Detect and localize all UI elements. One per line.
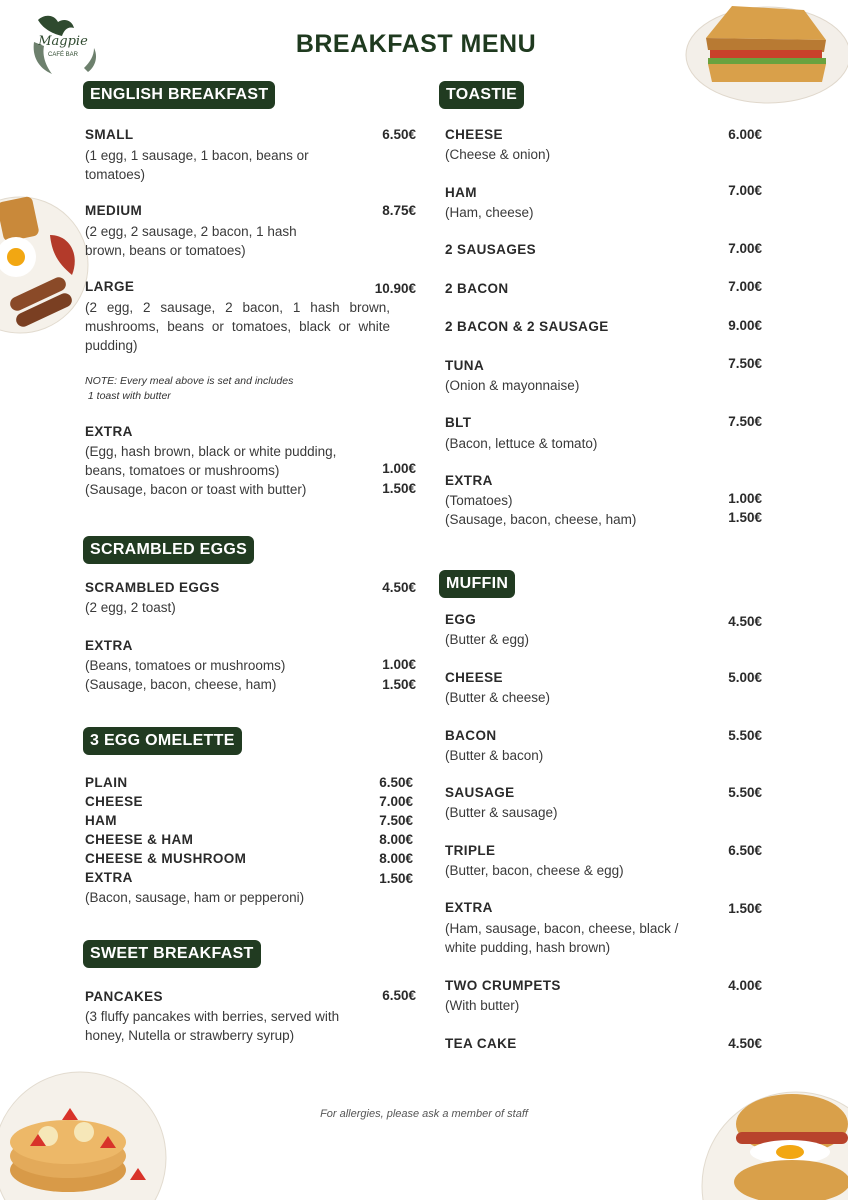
toastie-price-ham: 7.00€ [728, 183, 762, 198]
logo-name: Magpie [38, 34, 88, 49]
section-header-scrambled-eggs: SCRAMBLED EGGS [83, 536, 254, 564]
toastie-name-ham: HAM [445, 185, 477, 200]
muffin-price-triple: 6.50€ [728, 843, 762, 858]
allergy-footer-note: For allergies, please ask a member of staff [320, 1108, 528, 1120]
item-price-medium: 8.75€ [382, 203, 416, 218]
toastie-desc-cheese: (Cheese & onion) [445, 147, 551, 162]
muffin-name-sausage: SAUSAGE [445, 785, 515, 800]
meal-note-line2: 1 toast with butter [85, 390, 171, 402]
omelette-price-plain: 6.50€ [379, 775, 413, 790]
item-desc-scrambled-eggs: (2 egg, 2 toast) [85, 600, 176, 615]
omelette-extra-desc: (Bacon, sausage, ham or pepperoni) [85, 890, 305, 905]
toastie-price-blt: 7.50€ [728, 414, 762, 429]
scrambled-extra-price1: 1.00€ [382, 657, 416, 672]
muffin-desc-egg: (Butter & egg) [445, 632, 530, 647]
item-name-pancakes: PANCAKES [85, 989, 163, 1004]
toastie-desc-tuna: (Onion & mayonnaise) [445, 378, 580, 393]
omelette-name-cheese-mushroom: CHEESE & MUSHROOM [85, 851, 247, 866]
item-desc-small: (1 egg, 1 sausage, 1 bacon, beans or tomatoes) [85, 148, 309, 182]
omelette-name-cheese: CHEESE [85, 794, 143, 809]
english-extra-line2: beans, tomatoes or mushrooms) [85, 463, 280, 478]
page-title: BREAKFAST MENU [295, 30, 537, 58]
toastie-price-2-bacon-2-sausage: 9.00€ [728, 318, 762, 333]
toastie-extra-line2: (Sausage, bacon, cheese, ham) [445, 512, 637, 527]
muffin-desc-sausage: (Butter & sausage) [445, 805, 558, 820]
muffin-name-egg: EGG [445, 612, 477, 627]
toastie-name-cheese: CHEESE [445, 127, 503, 142]
muffin-name-triple: TRIPLE [445, 843, 496, 858]
omelette-name-cheese-ham: CHEESE & HAM [85, 832, 194, 847]
toastie-name-extra: EXTRA [445, 473, 493, 488]
toastie-name-2-bacon: 2 BACON [445, 281, 509, 296]
toastie-desc-ham: (Ham, cheese) [445, 205, 534, 220]
item-name-english-extra: EXTRA [85, 424, 133, 439]
item-name-large: LARGE [85, 279, 135, 294]
scrambled-extra-line1: (Beans, tomatoes or mushrooms) [85, 658, 286, 673]
english-breakfast-image [0, 195, 92, 335]
muffin-price-two-crumpets: 4.00€ [728, 978, 762, 993]
toastie-name-2-sausages: 2 SAUSAGES [445, 242, 537, 257]
muffin-name-two-crumpets: TWO CRUMPETS [445, 978, 561, 993]
muffin-name-extra: EXTRA [445, 900, 493, 915]
item-desc-large: (2 egg, 2 sausage, 2 bacon, 1 hash brown, mushrooms, beans or tomatoes, black or white pudding) [85, 300, 390, 353]
toastie-price-2-bacon: 7.00€ [728, 279, 762, 294]
section-header-muffin: MUFFIN [439, 570, 515, 598]
omelette-price-ham: 7.50€ [379, 813, 413, 828]
muffin-desc-extra: (Ham, sausage, bacon, cheese, black / white pudding, hash brown) [445, 921, 679, 955]
omelette-price-cheese-mushroom: 8.00€ [379, 851, 413, 866]
item-price-large: 10.90€ [374, 281, 416, 296]
item-name-scrambled-extra: EXTRA [85, 638, 133, 653]
muffin-desc-bacon: (Butter & bacon) [445, 748, 544, 763]
toastie-price-tuna: 7.50€ [728, 356, 762, 371]
muffin-name-tea-cake: TEA CAKE [445, 1036, 517, 1051]
omelette-name-plain: PLAIN [85, 775, 128, 790]
english-extra-line3: (Sausage, bacon or toast with butter) [85, 482, 307, 497]
item-name-scrambled-eggs: SCRAMBLED EGGS [85, 580, 220, 595]
toastie-sandwich-image [684, 0, 848, 105]
muffin-price-extra: 1.50€ [728, 901, 762, 916]
section-header-omelette: 3 EGG OMELETTE [83, 727, 242, 755]
item-desc-medium: (2 egg, 2 sausage, 2 bacon, 1 hash brown, beans or tomatoes) [85, 224, 297, 258]
pancakes-image [0, 1070, 172, 1200]
logo-subtitle: CAFÉ BAR [47, 52, 78, 58]
toastie-price-cheese: 6.00€ [728, 127, 762, 142]
muffin-sandwich-image [700, 1090, 848, 1200]
english-extra-price3: 1.50€ [382, 481, 416, 496]
muffin-price-bacon: 5.50€ [728, 728, 762, 743]
toastie-name-blt: BLT [445, 415, 472, 430]
item-name-small: SMALL [85, 127, 134, 142]
muffin-desc-triple: (Butter, bacon, cheese & egg) [445, 863, 624, 878]
scrambled-extra-price2: 1.50€ [382, 677, 416, 692]
omelette-price-cheese: 7.00€ [379, 794, 413, 809]
toastie-name-tuna: TUNA [445, 358, 485, 373]
muffin-name-cheese: CHEESE [445, 670, 503, 685]
scrambled-extra-line2: (Sausage, bacon, cheese, ham) [85, 677, 277, 692]
omelette-price-cheese-ham: 8.00€ [379, 832, 413, 847]
english-extra-line1: (Egg, hash brown, black or white pudding, [85, 444, 337, 459]
meal-note-line1: NOTE: Every meal above is set and includes [85, 375, 294, 387]
toastie-price-2-sausages: 7.00€ [728, 241, 762, 256]
muffin-price-tea-cake: 4.50€ [728, 1036, 762, 1051]
english-extra-price2: 1.00€ [382, 461, 416, 476]
muffin-price-cheese: 5.00€ [728, 670, 762, 685]
omelette-price-extra: 1.50€ [379, 871, 413, 886]
section-header-toastie: TOASTIE [439, 81, 524, 109]
item-price-scrambled-eggs: 4.50€ [382, 580, 416, 595]
section-header-sweet-breakfast: SWEET BREAKFAST [83, 940, 261, 968]
toastie-desc-blt: (Bacon, lettuce & tomato) [445, 436, 598, 451]
muffin-name-bacon: BACON [445, 728, 497, 743]
item-name-medium: MEDIUM [85, 203, 143, 218]
item-price-pancakes: 6.50€ [382, 988, 416, 1003]
item-desc-pancakes: (3 fluffy pancakes with berries, served with honey, Nutella or strawberry syrup) [85, 1009, 340, 1043]
muffin-price-egg: 4.50€ [728, 614, 762, 629]
item-price-small: 6.50€ [382, 127, 416, 142]
toastie-extra-price1: 1.00€ [728, 491, 762, 506]
toastie-name-2-bacon-2-sausage: 2 BACON & 2 SAUSAGE [445, 319, 609, 334]
muffin-desc-two-crumpets: (With butter) [445, 998, 520, 1013]
toastie-extra-price2: 1.50€ [728, 510, 762, 525]
muffin-desc-cheese: (Butter & cheese) [445, 690, 551, 705]
section-header-english-breakfast: ENGLISH BREAKFAST [83, 81, 275, 109]
toastie-extra-line1: (Tomatoes) [445, 493, 513, 508]
omelette-name-ham: HAM [85, 813, 117, 828]
omelette-name-extra: EXTRA [85, 870, 133, 885]
muffin-price-sausage: 5.50€ [728, 785, 762, 800]
